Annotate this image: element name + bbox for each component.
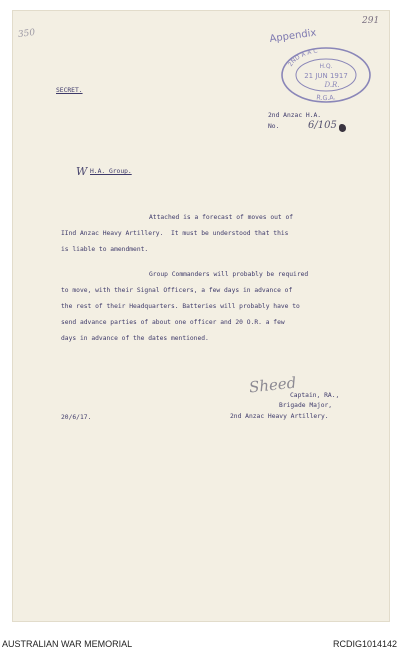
footer-record-id: RCDIG1014142	[332, 639, 397, 649]
ink-blot	[339, 124, 346, 132]
stamp-ring-bottom: R.G.A.	[315, 93, 337, 103]
signature: Sheed	[248, 373, 298, 397]
paragraph2-line2: to move, with their Signal Officers, a few days in advance of	[61, 287, 293, 294]
reference-number-handwritten: 6/105	[308, 120, 337, 131]
reference-unit: 2nd Anzac H.A.	[268, 112, 322, 119]
addressee: H.A. Group.	[90, 168, 132, 175]
pencil-folio-number: 350	[17, 27, 36, 41]
signature-role: Brigade Major,	[279, 402, 333, 409]
reference-no-label: No.	[268, 123, 280, 130]
document-page	[12, 10, 390, 622]
secret-heading: SECRET.	[56, 87, 83, 94]
stamp-appendix-label: Appendix	[268, 28, 318, 45]
paragraph1-line1: Attached is a forecast of moves out of	[149, 214, 294, 221]
signature-unit: 2nd Anzac Heavy Artillery.	[230, 413, 329, 420]
stamp-ring-top: 2ND A A C	[286, 47, 319, 68]
stamp-initials: D.R.	[324, 81, 340, 89]
stamp-date: 21 JUN 1917	[304, 72, 348, 80]
svg-text:R.G.A.	[316, 93, 336, 102]
paragraph2-line3: the rest of their Headquarters. Batteries will probably have to	[61, 303, 300, 310]
document-date: 20/6/17.	[61, 414, 92, 421]
appendix-stamp	[252, 28, 392, 108]
paragraph2-line5: days in advance of the dates mentioned.	[61, 335, 209, 342]
paragraph1-line3: is liable to amendment.	[61, 246, 149, 253]
paragraph2-line1: Group Commanders will probably be required	[149, 271, 309, 278]
addressee-handwritten-prefix: W	[76, 165, 88, 178]
footer-institution: AUSTRALIAN WAR MEMORIAL	[2, 639, 133, 649]
folio-number: 291	[362, 16, 380, 26]
signature-rank: Captain, RA.,	[290, 392, 340, 399]
stamp-hq: H.Q.	[319, 63, 333, 70]
paragraph1-line2: IInd Anzac Heavy Artillery. It must be understood that this	[61, 230, 289, 237]
paragraph2-line4: send advance parties of about one officer and 20 O.R. a few	[61, 319, 285, 326]
